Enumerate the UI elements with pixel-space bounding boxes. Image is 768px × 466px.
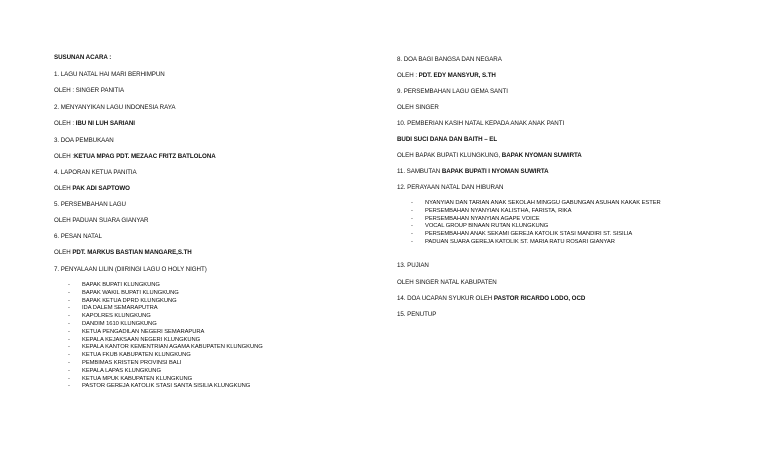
agenda-item-4-by: OLEH PAK ADI SAPTOWO [54, 185, 130, 192]
list-item: - PADUAN SUARA GEREJA KATOLIK ST. MARIA RATU ROSARI GIANYAR [411, 238, 615, 245]
agenda-item-5: 5. PERSEMBAHAN LAGU [54, 201, 126, 208]
list-item: - PERSEMBAHAN ANAK SEKAMI GEREJA KATOLIK STASI MANDIRI ST. SISILIA [411, 231, 633, 238]
agenda-item-2: 2. MENYANYIKAN LAGU INDONESIA RAYA [54, 104, 176, 111]
agenda-item-3: 3. DOA PEMBUKAAN [54, 137, 114, 144]
list-item: - KAPOLRES KLUNGKUNG [68, 313, 151, 320]
list-item: - KEPALA LAPAS KLUNGKUNG [68, 367, 161, 374]
list-item: - NYANYIAN DAN TARIAN ANAK SEKOLAH MINGGU GABUNGAN ASUHAN KAKAK ESTER [411, 200, 661, 206]
agenda-item-3-by: OLEH :KETUA MPAG PDT. MEZAAC FRITZ BATLOLONA [54, 153, 216, 160]
list-item: - PASTOR GEREJA KATOLIK STASI SANTA SISILIA KLUNGKUNG [68, 383, 251, 390]
agenda-item-13: 13. PUJIAN [397, 262, 429, 269]
agenda-item-6-by: OLEH PDT. MARKUS BASTIAN MANGARE,S.TH [54, 249, 192, 256]
list-item: - PERSEMBAHAN NYANYIAN KALISTHA, FARISTA, RIKA [411, 207, 572, 214]
agenda-item-5-by: OLEH PADUAN SUARA GIANYAR [54, 217, 149, 224]
agenda-item-10-by-2: OLEH BAPAK BUPATI KLUNGKUNG, BAPAK NYOMAN SUWIRTA [397, 152, 582, 159]
agenda-item-1-by: OLEH : SINGER PANITIA [54, 87, 125, 94]
list-item: - KEPALA KANTOR KEMENTRIAN AGAMA KABUPATEN KLUNGKUNG [68, 344, 263, 351]
agenda-item-10-by: BUDI SUCI DANA DAN BAITH – EL [397, 136, 498, 143]
list-item: - BAPAK BUPATI KLUNGKUNG [68, 282, 160, 288]
list-item: - BAPAK KETUA DPRD KLUNGKUNG [68, 297, 177, 304]
agenda-item-11: 11. SAMBUTAN BAPAK BUPATI I NYOMAN SUWIRTA [397, 168, 549, 175]
agenda-item-15: 15. PENUTUP [397, 311, 437, 318]
candle-lighting-list [68, 282, 263, 391]
list-item: - KEPALA KEJAKSAAN NEGERI KLUNGKUNG [68, 336, 201, 343]
agenda-item-2-by: OLEH : IBU NI LUH SARIANI [54, 120, 135, 127]
list-item: - DANDIM 1610 KLUNGKUNG [68, 320, 157, 327]
list-item: - PERSEMBAHAN NYANYIAN AGAPE VOICE [411, 215, 540, 222]
agenda-item-9-by: OLEH SINGER [397, 104, 439, 111]
list-item: - PEMBIMAS KRISTEN PROVINSI BALI [68, 359, 182, 366]
agenda-item-7: 7. PENYALAAN LILIN (DIIRINGI LAGU O HOLY NIGHT) [54, 266, 207, 273]
agenda-item-13-by: OLEH SINGER NATAL KABUPATEN [397, 279, 497, 286]
agenda-item-1: 1. LAGU NATAL HAI MARI BERHIMPUN [54, 71, 165, 78]
agenda-item-8-by: OLEH : PDT. EDY MANSYUR, S.TH [397, 72, 496, 79]
agenda-title: SUSUNAN ACARA : [54, 54, 112, 61]
list-item: - KETUA PENGADILAN NEGERI SEMARAPURA [68, 328, 205, 335]
agenda-item-9: 9. PERSEMBAHAN LAGU GEMA SANTI [397, 88, 508, 95]
list-item: - KETUA MPUK KABUPATEN KLUNGKUNG [68, 375, 193, 382]
list-item: - KETUA FKUB KABUPATEN KLUNGKUNG [68, 352, 191, 359]
celebration-list [411, 200, 661, 247]
agenda-item-8: 8. DOA BAGI BANGSA DAN NEGARA [397, 56, 502, 63]
agenda-item-6: 6. PESAN NATAL [54, 233, 102, 240]
list-item: - IDA DALEM SEMARAPUTRA [68, 305, 158, 312]
list-item: - VOCAL GROUP BINAAN RUTAN KLUNGKUNG [411, 223, 549, 230]
agenda-item-14: 14. DOA UCAPAN SYUKUR OLEH PASTOR RICARDO LODO, OCD [397, 295, 586, 302]
agenda-item-4: 4. LAPORAN KETUA PANITIA [54, 169, 137, 176]
agenda-item-10: 10. PEMBERIAN KASIH NATAL KEPADA ANAK ANAK PANTI [397, 120, 565, 127]
list-item: - BAPAK WAKIL BUPATI KLUNGKUNG [68, 289, 179, 296]
agenda-item-12: 12. PERAYAAN NATAL DAN HIBURAN [397, 184, 504, 191]
